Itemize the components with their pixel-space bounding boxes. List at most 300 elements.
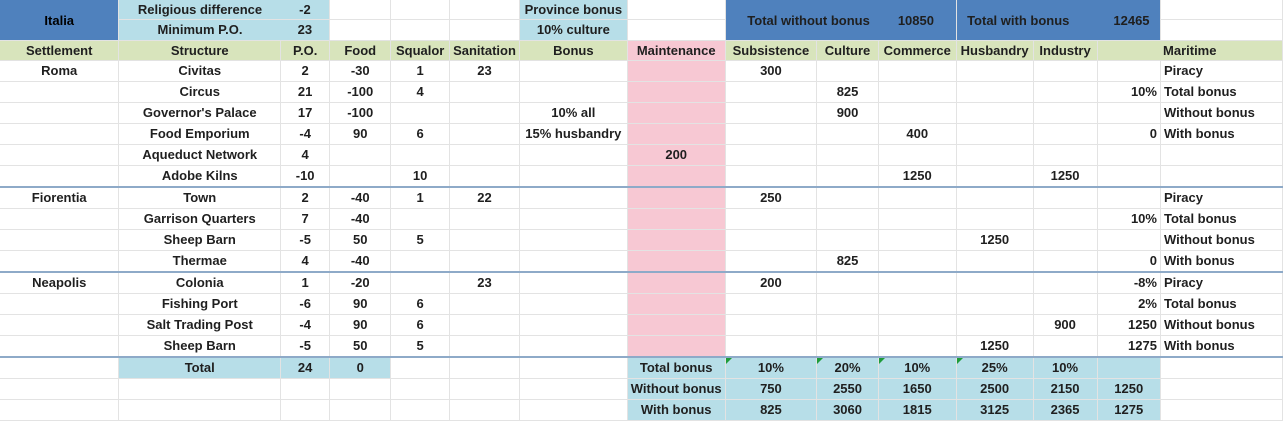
cell-husbandry[interactable]: [956, 272, 1033, 294]
summary-commerce[interactable]: 1815: [878, 400, 956, 421]
cell-bonus[interactable]: [519, 294, 627, 315]
cell-maritime-val[interactable]: [1097, 166, 1160, 188]
table-row: [0, 209, 1283, 230]
cell[interactable]: [391, 400, 450, 421]
column-header-maritime[interactable]: Maritime: [1097, 41, 1283, 61]
cell-bonus[interactable]: 15% husbandry: [519, 124, 627, 145]
cell-husbandry[interactable]: [956, 124, 1033, 145]
cell-bonus[interactable]: [519, 166, 627, 188]
cell-po[interactable]: -4: [281, 315, 330, 336]
cell-settlement[interactable]: [0, 166, 119, 188]
cell-maritime-label[interactable]: [1160, 145, 1282, 166]
summary-commerce[interactable]: 1650: [878, 379, 956, 400]
cell-industry[interactable]: [1033, 187, 1097, 209]
cell[interactable]: [1160, 357, 1282, 379]
cell-subsistence[interactable]: 200: [725, 272, 817, 294]
summary-culture[interactable]: 3060: [817, 400, 879, 421]
cell-maritime-label[interactable]: Total bonus: [1160, 82, 1282, 103]
column-header-po[interactable]: P.O.: [281, 41, 330, 61]
cell[interactable]: [391, 379, 450, 400]
cell-squalor[interactable]: 1: [391, 61, 450, 82]
cell-food[interactable]: -40: [330, 209, 391, 230]
cell-culture[interactable]: [817, 61, 879, 82]
cell-po[interactable]: 7: [281, 209, 330, 230]
cell-maritime-label[interactable]: With bonus: [1160, 336, 1282, 358]
cell-maritime-label[interactable]: Piracy: [1160, 187, 1282, 209]
summary-label-0[interactable]: Total bonus: [627, 357, 725, 379]
cell-husbandry[interactable]: [956, 82, 1033, 103]
province-bonus-label[interactable]: Province bonus: [519, 0, 627, 20]
cell-commerce[interactable]: [878, 251, 956, 273]
cell-commerce[interactable]: [878, 294, 956, 315]
province-bonus-value[interactable]: 10% culture: [519, 20, 627, 41]
cell-bonus[interactable]: [519, 230, 627, 251]
cell-sanitation[interactable]: 22: [450, 187, 520, 209]
cell-maritime-val[interactable]: [1097, 230, 1160, 251]
cell-po[interactable]: 2: [281, 187, 330, 209]
cell-maritime-label[interactable]: Piracy: [1160, 272, 1282, 294]
cell-po[interactable]: 21: [281, 82, 330, 103]
cell-subsistence[interactable]: [725, 103, 817, 124]
cell-squalor[interactable]: 6: [391, 124, 450, 145]
cell-maritime-label[interactable]: Without bonus: [1160, 103, 1282, 124]
cell-maritime-val[interactable]: 0: [1097, 251, 1160, 273]
cell-maritime-label[interactable]: With bonus: [1160, 124, 1282, 145]
cell-squalor[interactable]: 10: [391, 166, 450, 188]
cell-structure[interactable]: Civitas: [119, 61, 281, 82]
cell-bonus[interactable]: [519, 61, 627, 82]
cell-industry[interactable]: 1250: [1033, 166, 1097, 188]
region-title[interactable]: Italia: [0, 0, 119, 41]
cell-structure[interactable]: Garrison Quarters: [119, 209, 281, 230]
column-header-squalor[interactable]: Squalor: [391, 41, 450, 61]
cell-bonus[interactable]: 10% all: [519, 103, 627, 124]
column-header-husbandry[interactable]: Husbandry: [956, 41, 1033, 61]
cell-sanitation[interactable]: 23: [450, 272, 520, 294]
cell-settlement[interactable]: [0, 230, 119, 251]
summary-label-1[interactable]: Without bonus: [627, 379, 725, 400]
cell[interactable]: [450, 357, 520, 379]
cell-husbandry[interactable]: [956, 145, 1033, 166]
cell-settlement[interactable]: [0, 294, 119, 315]
cell-food[interactable]: 50: [330, 230, 391, 251]
cell-structure[interactable]: Sheep Barn: [119, 336, 281, 358]
cell-husbandry[interactable]: [956, 251, 1033, 273]
column-header-culture[interactable]: Culture: [817, 41, 879, 61]
cell-culture[interactable]: [817, 336, 879, 358]
cell-sanitation[interactable]: [450, 315, 520, 336]
cell-po[interactable]: -4: [281, 124, 330, 145]
cell[interactable]: [450, 379, 520, 400]
cell-maritime-val[interactable]: -8%: [1097, 272, 1160, 294]
cell-maintenance[interactable]: 200: [627, 145, 725, 166]
summary-maritime[interactable]: 1275: [1097, 400, 1160, 421]
cell-food[interactable]: -100: [330, 103, 391, 124]
cell-sanitation[interactable]: [450, 209, 520, 230]
cell-settlement[interactable]: [0, 336, 119, 358]
cell[interactable]: [519, 400, 627, 421]
cell[interactable]: [391, 0, 450, 20]
cell-po[interactable]: 17: [281, 103, 330, 124]
cell-sanitation[interactable]: [450, 336, 520, 358]
cell-bonus[interactable]: [519, 187, 627, 209]
cell-culture[interactable]: [817, 230, 879, 251]
column-header-maintenance[interactable]: Maintenance: [627, 41, 725, 61]
cell-commerce[interactable]: [878, 209, 956, 230]
column-header-commerce[interactable]: Commerce: [878, 41, 956, 61]
cell-commerce[interactable]: [878, 61, 956, 82]
cell-food[interactable]: -40: [330, 251, 391, 273]
cell-sanitation[interactable]: 23: [450, 61, 520, 82]
cell[interactable]: [391, 20, 450, 41]
cell-husbandry[interactable]: [956, 315, 1033, 336]
cell[interactable]: [450, 0, 520, 20]
summary-industry[interactable]: 10%: [1033, 357, 1097, 379]
cell-bonus[interactable]: [519, 336, 627, 358]
cell[interactable]: [1160, 20, 1282, 41]
total-with-bonus-label[interactable]: [956, 0, 1160, 41]
cell-settlement[interactable]: [0, 103, 119, 124]
cell-maintenance[interactable]: [627, 82, 725, 103]
cell-culture[interactable]: 825: [817, 82, 879, 103]
cell[interactable]: [119, 379, 281, 400]
cell-maintenance[interactable]: [627, 272, 725, 294]
cell[interactable]: [450, 20, 520, 41]
cell-po[interactable]: -5: [281, 336, 330, 358]
cell-settlement[interactable]: Neapolis: [0, 272, 119, 294]
cell-husbandry[interactable]: [956, 103, 1033, 124]
religious-difference-label[interactable]: Religious difference: [119, 0, 281, 20]
cell-squalor[interactable]: 1: [391, 187, 450, 209]
cell-husbandry[interactable]: [956, 61, 1033, 82]
cell-commerce[interactable]: [878, 230, 956, 251]
cell-food[interactable]: 90: [330, 124, 391, 145]
cell-food[interactable]: 90: [330, 294, 391, 315]
table-row: [0, 166, 1283, 188]
summary-culture[interactable]: 20%: [817, 357, 879, 379]
cell-po[interactable]: 1: [281, 272, 330, 294]
cell-maritime-label[interactable]: Piracy: [1160, 61, 1282, 82]
cell-bonus[interactable]: [519, 251, 627, 273]
table-row: [0, 124, 1283, 145]
column-header-industry[interactable]: Industry: [1033, 41, 1097, 61]
cell[interactable]: [0, 379, 119, 400]
cell-settlement[interactable]: [0, 145, 119, 166]
total-without-bonus-value: 10850: [897, 12, 934, 28]
cell-settlement[interactable]: [0, 82, 119, 103]
column-header-structure[interactable]: Structure: [119, 41, 281, 61]
cell-squalor[interactable]: [391, 103, 450, 124]
cell-subsistence[interactable]: [725, 82, 817, 103]
cell-industry[interactable]: [1033, 251, 1097, 273]
cell-structure[interactable]: Town: [119, 187, 281, 209]
cell-subsistence[interactable]: 300: [725, 61, 817, 82]
cell-culture[interactable]: [817, 272, 879, 294]
cell-industry[interactable]: [1033, 124, 1097, 145]
cell-subsistence[interactable]: [725, 251, 817, 273]
cell-industry[interactable]: [1033, 103, 1097, 124]
cell-squalor[interactable]: 5: [391, 336, 450, 358]
column-header-sanitation[interactable]: Sanitation: [450, 41, 520, 61]
cell-sanitation[interactable]: [450, 103, 520, 124]
cell-maritime-label[interactable]: With bonus: [1160, 251, 1282, 273]
cell-industry[interactable]: [1033, 82, 1097, 103]
cell-bonus[interactable]: [519, 145, 627, 166]
total-without-bonus-text: Total without bonus: [747, 12, 870, 28]
cell-squalor[interactable]: 5: [391, 230, 450, 251]
cell[interactable]: [330, 20, 391, 41]
cell-maintenance[interactable]: [627, 187, 725, 209]
summary-husbandry[interactable]: 2500: [956, 379, 1033, 400]
cell-maintenance[interactable]: [627, 103, 725, 124]
total-without-bonus-label[interactable]: [725, 0, 956, 41]
cell-structure[interactable]: Aqueduct Network: [119, 145, 281, 166]
cell-maritime-val[interactable]: 1275: [1097, 336, 1160, 358]
cell[interactable]: [0, 357, 119, 379]
cell-subsistence[interactable]: [725, 124, 817, 145]
column-header-settlement[interactable]: Settlement: [0, 41, 119, 61]
cell-culture[interactable]: [817, 187, 879, 209]
total-po[interactable]: 24: [281, 357, 330, 379]
cell-maintenance[interactable]: [627, 315, 725, 336]
cell[interactable]: [0, 400, 119, 421]
cell-po[interactable]: -5: [281, 230, 330, 251]
cell-structure[interactable]: Food Emporium: [119, 124, 281, 145]
cell-commerce[interactable]: 1250: [878, 166, 956, 188]
cell-industry[interactable]: [1033, 336, 1097, 358]
column-header-food[interactable]: Food: [330, 41, 391, 61]
cell-industry[interactable]: [1033, 230, 1097, 251]
minimum-po-value[interactable]: 23: [281, 20, 330, 41]
cell[interactable]: [391, 357, 450, 379]
summary-culture[interactable]: 2550: [817, 379, 879, 400]
cell-maintenance[interactable]: [627, 230, 725, 251]
cell[interactable]: [1160, 379, 1282, 400]
cell-maritime-label[interactable]: Without bonus: [1160, 315, 1282, 336]
cell-maritime-val[interactable]: 10%: [1097, 209, 1160, 230]
cell-bonus[interactable]: [519, 272, 627, 294]
column-header-bonus[interactable]: Bonus: [519, 41, 627, 61]
cell-maritime-label[interactable]: Total bonus: [1160, 209, 1282, 230]
cell-maritime-val[interactable]: 2%: [1097, 294, 1160, 315]
cell[interactable]: [627, 0, 725, 20]
cell-maritime-label[interactable]: Total bonus: [1160, 294, 1282, 315]
cell-sanitation[interactable]: [450, 166, 520, 188]
cell[interactable]: [330, 379, 391, 400]
cell-squalor[interactable]: 6: [391, 294, 450, 315]
cell-husbandry[interactable]: 1250: [956, 336, 1033, 358]
cell-squalor[interactable]: [391, 272, 450, 294]
cell-commerce[interactable]: [878, 82, 956, 103]
cell[interactable]: [119, 400, 281, 421]
cell-husbandry[interactable]: [956, 187, 1033, 209]
cell-culture[interactable]: [817, 166, 879, 188]
cell-food[interactable]: -20: [330, 272, 391, 294]
cell-po[interactable]: 4: [281, 251, 330, 273]
cell-subsistence[interactable]: [725, 166, 817, 188]
cell-structure[interactable]: Sheep Barn: [119, 230, 281, 251]
cell-industry[interactable]: [1033, 209, 1097, 230]
cell-bonus[interactable]: [519, 82, 627, 103]
summary-label-2[interactable]: With bonus: [627, 400, 725, 421]
cell[interactable]: [281, 379, 330, 400]
cell-bonus[interactable]: [519, 315, 627, 336]
cell-food[interactable]: 90: [330, 315, 391, 336]
cell-subsistence[interactable]: [725, 145, 817, 166]
cell-sanitation[interactable]: [450, 82, 520, 103]
cell-culture[interactable]: 825: [817, 251, 879, 273]
summary-subsistence[interactable]: 10%: [725, 357, 817, 379]
cell[interactable]: [1160, 400, 1282, 421]
cell-commerce[interactable]: [878, 187, 956, 209]
table-row: [0, 294, 1283, 315]
cell-food[interactable]: [330, 166, 391, 188]
cell-commerce[interactable]: [878, 145, 956, 166]
summary-husbandry[interactable]: 3125: [956, 400, 1033, 421]
cell-maintenance[interactable]: [627, 251, 725, 273]
total-food[interactable]: 0: [330, 357, 391, 379]
cell-industry[interactable]: [1033, 294, 1097, 315]
cell-subsistence[interactable]: [725, 315, 817, 336]
table-row: [0, 315, 1283, 336]
cell-sanitation[interactable]: [450, 294, 520, 315]
cell-maritime-label[interactable]: Without bonus: [1160, 230, 1282, 251]
cell-subsistence[interactable]: [725, 209, 817, 230]
cell-husbandry[interactable]: [956, 209, 1033, 230]
cell-food[interactable]: -30: [330, 61, 391, 82]
cell-maritime-val[interactable]: 0: [1097, 124, 1160, 145]
cell-po[interactable]: -6: [281, 294, 330, 315]
summary-industry[interactable]: 2365: [1033, 400, 1097, 421]
cell-food[interactable]: [330, 145, 391, 166]
cell-maintenance[interactable]: [627, 336, 725, 358]
cell-structure[interactable]: Colonia: [119, 272, 281, 294]
cell-culture[interactable]: [817, 124, 879, 145]
cell-culture[interactable]: 900: [817, 103, 879, 124]
cell-husbandry[interactable]: [956, 294, 1033, 315]
cell[interactable]: [330, 400, 391, 421]
cell-commerce[interactable]: [878, 336, 956, 358]
cell-food[interactable]: 50: [330, 336, 391, 358]
cell-maritime-val[interactable]: [1097, 145, 1160, 166]
cell-sanitation[interactable]: [450, 145, 520, 166]
cell-industry[interactable]: [1033, 145, 1097, 166]
cell-maintenance[interactable]: [627, 209, 725, 230]
total-label[interactable]: Total: [119, 357, 281, 379]
cell-maintenance[interactable]: [627, 166, 725, 188]
cell-food[interactable]: -100: [330, 82, 391, 103]
cell[interactable]: [281, 400, 330, 421]
cell-maintenance[interactable]: [627, 294, 725, 315]
cell-maritime-val[interactable]: [1097, 187, 1160, 209]
column-header-subsistence[interactable]: Subsistence: [725, 41, 817, 61]
cell-maritime-val[interactable]: [1097, 103, 1160, 124]
cell-settlement[interactable]: Fiorentia: [0, 187, 119, 209]
cell-structure[interactable]: Adobe Kilns: [119, 166, 281, 188]
cell-po[interactable]: 2: [281, 61, 330, 82]
column-header-row: [0, 41, 1283, 61]
cell-commerce[interactable]: [878, 272, 956, 294]
cell-industry[interactable]: [1033, 272, 1097, 294]
minimum-po-label[interactable]: Minimum P.O.: [119, 20, 281, 41]
cell-squalor[interactable]: [391, 145, 450, 166]
cell-structure[interactable]: Salt Trading Post: [119, 315, 281, 336]
cell-commerce[interactable]: [878, 315, 956, 336]
cell-industry[interactable]: 900: [1033, 315, 1097, 336]
table-row: [0, 61, 1283, 82]
cell-sanitation[interactable]: [450, 230, 520, 251]
cell[interactable]: [450, 400, 520, 421]
cell-food[interactable]: -40: [330, 187, 391, 209]
table-row: [0, 145, 1283, 166]
cell-squalor[interactable]: [391, 251, 450, 273]
cell-husbandry[interactable]: [956, 166, 1033, 188]
cell-subsistence[interactable]: 250: [725, 187, 817, 209]
cell-commerce[interactable]: 400: [878, 124, 956, 145]
cell-maintenance[interactable]: [627, 61, 725, 82]
table-row: [0, 103, 1283, 124]
cell-maritime-val[interactable]: 1250: [1097, 315, 1160, 336]
cell-subsistence[interactable]: [725, 230, 817, 251]
cell-culture[interactable]: [817, 145, 879, 166]
cell-husbandry[interactable]: 1250: [956, 230, 1033, 251]
cell-maintenance[interactable]: [627, 124, 725, 145]
cell-sanitation[interactable]: [450, 251, 520, 273]
cell-settlement[interactable]: Roma: [0, 61, 119, 82]
cell-squalor[interactable]: 4: [391, 82, 450, 103]
cell-squalor[interactable]: [391, 209, 450, 230]
cell-structure[interactable]: Fishing Port: [119, 294, 281, 315]
cell-structure[interactable]: Circus: [119, 82, 281, 103]
table-row: [0, 251, 1283, 273]
cell-culture[interactable]: [817, 294, 879, 315]
cell[interactable]: [519, 379, 627, 400]
summary-maritime[interactable]: [1097, 357, 1160, 379]
cell-structure[interactable]: Thermae: [119, 251, 281, 273]
cell-culture[interactable]: [817, 315, 879, 336]
cell-sanitation[interactable]: [450, 124, 520, 145]
cell-industry[interactable]: [1033, 61, 1097, 82]
cell-po[interactable]: -10: [281, 166, 330, 188]
cell-structure[interactable]: Governor's Palace: [119, 103, 281, 124]
summary-subsistence[interactable]: 750: [725, 379, 817, 400]
cell-commerce[interactable]: [878, 103, 956, 124]
cell-settlement[interactable]: [0, 315, 119, 336]
summary-subsistence[interactable]: 825: [725, 400, 817, 421]
cell-squalor[interactable]: 6: [391, 315, 450, 336]
summary-industry[interactable]: 2150: [1033, 379, 1097, 400]
cell-settlement[interactable]: [0, 124, 119, 145]
religious-difference-value[interactable]: -2: [281, 0, 330, 20]
cell-settlement[interactable]: [0, 209, 119, 230]
cell[interactable]: [627, 20, 725, 41]
cell-maritime-val[interactable]: [1097, 61, 1160, 82]
cell[interactable]: [519, 357, 627, 379]
cell-culture[interactable]: [817, 209, 879, 230]
cell-bonus[interactable]: [519, 209, 627, 230]
cell-subsistence[interactable]: [725, 294, 817, 315]
summary-husbandry[interactable]: 25%: [956, 357, 1033, 379]
cell-maritime-label[interactable]: [1160, 166, 1282, 188]
summary-commerce[interactable]: 10%: [878, 357, 956, 379]
cell-subsistence[interactable]: [725, 336, 817, 358]
cell-settlement[interactable]: [0, 251, 119, 273]
summary-maritime[interactable]: 1250: [1097, 379, 1160, 400]
cell[interactable]: [330, 0, 391, 20]
cell[interactable]: [1160, 0, 1282, 20]
cell-maritime-val[interactable]: 10%: [1097, 82, 1160, 103]
cell-po[interactable]: 4: [281, 145, 330, 166]
